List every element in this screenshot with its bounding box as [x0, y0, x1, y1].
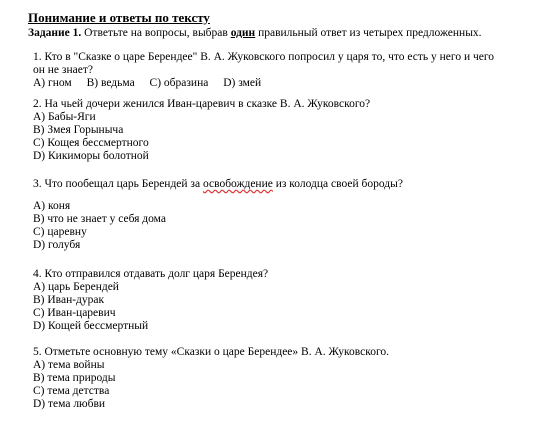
task-text-after: правильный ответ из четырех предложенных.	[255, 27, 482, 39]
option-b[interactable]: B) Змея Горыныча	[33, 124, 124, 136]
option-b[interactable]: B) ведьма	[86, 77, 135, 89]
question-1	[33, 51, 533, 90]
question-2	[33, 98, 533, 163]
option-c[interactable]: C) царевну	[33, 226, 87, 238]
question-5	[33, 346, 533, 411]
question-1-options	[33, 77, 533, 90]
spacer	[33, 191, 533, 200]
option-a[interactable]: A) Бабы-Яги	[33, 111, 96, 123]
task-text-before: Ответьте на вопросы, выбрав	[84, 27, 231, 39]
option-c[interactable]: C) образина	[149, 77, 209, 89]
spellcheck-word: освобождение	[202, 178, 273, 190]
option-c[interactable]: C) Кощея бессмертного	[33, 137, 149, 149]
question-1-text: 1. Кто в "Сказке о царе Берендее" В. А. Жуковского попросил у царя то, что есть у него и чего	[33, 51, 495, 63]
question-3-text-before: 3. Что пообещал царь Берендей за	[33, 178, 203, 190]
option-c[interactable]: C) Иван-царевич	[33, 307, 116, 319]
option-c[interactable]: C) тема детства	[33, 385, 110, 397]
question-2-text: 2. На чьей дочери женился Иван-царевич в сказке В. А. Жуковского?	[33, 98, 371, 110]
page-title: Понимание и ответы по тексту	[28, 10, 210, 25]
question-1-text-cont: он не знает?	[33, 64, 93, 76]
option-d[interactable]: D) змей	[223, 77, 262, 89]
option-d[interactable]: D) голубя	[33, 239, 81, 251]
option-d[interactable]: D) Кощей бессмертный	[33, 320, 149, 332]
question-3	[33, 178, 533, 252]
option-b[interactable]: B) Иван-дурак	[33, 294, 105, 306]
question-3-text	[33, 178, 533, 191]
question-3-text-after: из колодца своей бороды?	[272, 178, 403, 190]
option-b[interactable]: B) что не знает у себя дома	[33, 213, 166, 225]
question-5-text: 5. Отметьте основную тему «Сказки о царе Берендее» В. А. Жуковского.	[33, 346, 390, 358]
option-a[interactable]: A) коня	[33, 200, 71, 212]
option-b[interactable]: B) тема природы	[33, 372, 116, 384]
task-emphasis: один	[230, 27, 256, 39]
option-d[interactable]: D) Кикиморы болотной	[33, 150, 149, 162]
question-4	[33, 268, 533, 333]
option-a[interactable]: A) царь Берендей	[33, 281, 119, 293]
question-4-text: 4. Кто отправился отдавать долг царя Берендея?	[33, 268, 269, 280]
task-instruction	[28, 27, 482, 39]
option-a[interactable]: A) тема войны	[33, 359, 105, 371]
task-label: Задание 1.	[28, 27, 82, 39]
option-d[interactable]: D) тема любви	[33, 398, 106, 410]
option-a[interactable]: A) гном	[33, 77, 72, 89]
